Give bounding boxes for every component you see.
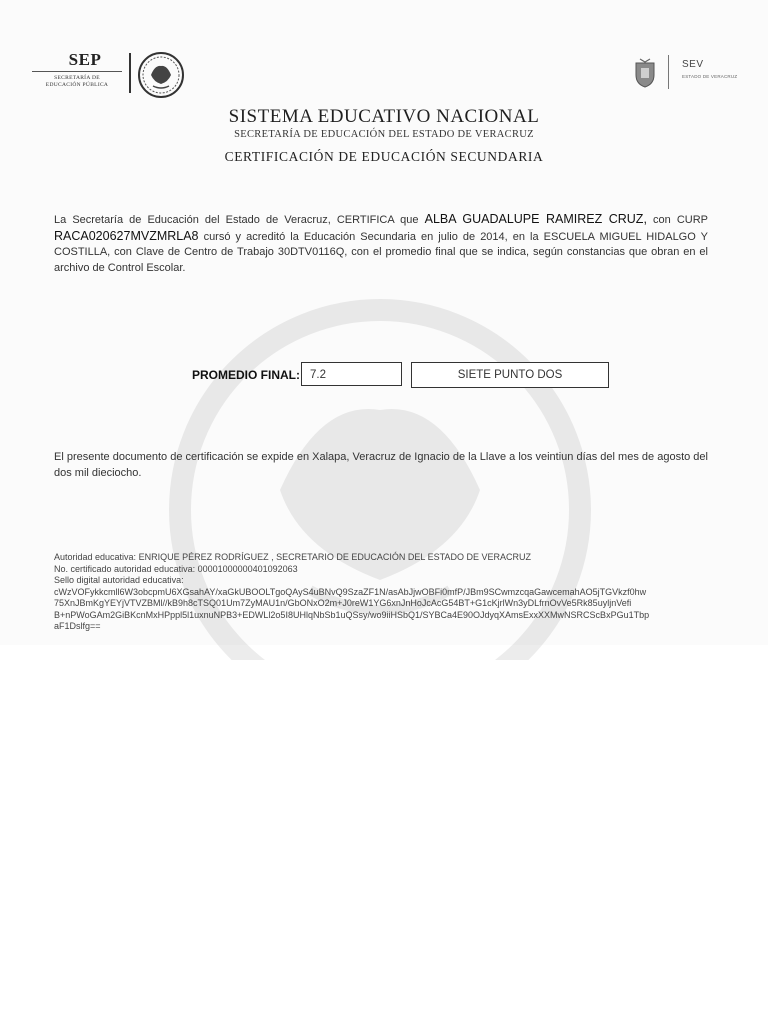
digital-seal-value: cWzVOFykkcmll6W3obcpmU6XGsahAY/xaGkUBOOLTgoQAyS4uBNvQ9SzaZF1N/asAbJjwOBFi0mfP/JBm9SCwmzcqaGawcemahAO5jTGVkzf0hw 75XnJBmKgYEYjVTVZBMl//kB9h8cTSQ01Um7ZyMAU1n/GbONxO2m+J0reW1YG6xnJnHoJcAcG54BT+G1cKjrlWn3yDLfrnOvVe5Rk85uyljnVefi B+nPWoGAm2GiBKcnMxHPppl5l1uxnuNPB3+EDWLl2o5I8UHlqNbSb1uQSsy/wo9iiHSbQ1/SYBCa4E90OJdyqXAmsExxXXMwNSRCScBxPGu1Tbp aF1Dslfg== [54,586,650,631]
statement-text-3: cursó y acreditó la Educación Secundaria en julio de 2014, en la ESCUELA MIGUEL HIDALGO Y COSTILLA, con Clave de Centro de Trabajo 30DTV0116Q, con el promedio final que se indica, según constancias que obran en el archivo de Control Escolar. [54,230,708,274]
final-grade-label: PROMEDIO FINAL: [192,368,300,382]
student-name: ALBA GUADALUPE RAMIREZ CRUZ, [424,212,647,226]
sep-logo-divider [129,53,131,93]
student-curp: RACA020627MVZMRLA8 [54,228,199,243]
digital-seal-label: Sello digital autoridad educativa: [54,575,184,585]
sev-logo [628,55,738,91]
final-grade-value: 7.2 [301,362,402,386]
certification-title: CERTIFICACIÓN DE EDUCACIÓN SECUNDARIA [224,149,544,164]
sep-logo-sub-line2: EDUCACIÓN PÚBLICA [45,82,109,88]
final-grade-words: SIETE PUNTO DOS [411,362,609,388]
sep-logo [26,50,176,100]
authority-certificate-number: No. certificado autoridad educativa: 00001000000401092063 [54,563,298,574]
authority-block [54,552,714,633]
sep-logo-rule [32,71,122,72]
authority-line [54,552,714,564]
national-seal-icon [137,51,185,99]
sev-logo-word: SEV [682,59,704,70]
sev-logo-divider [668,55,669,89]
sep-logo-sub-line1: SECRETARÍA DE [54,75,100,81]
certificate-statement [54,212,708,276]
statement-text-2: con CURP [646,214,708,226]
expedition-statement: El presente documento de certificación se expide en Xalapa, Veracruz de Ignacio de la Llave a los veintiun días del mes de agosto del dos mil dieciocho. [54,451,708,479]
sev-logo-sub: ESTADO DE VERACRUZ [682,74,738,79]
authority-name: ENRIQUE PÉREZ RODRÍGUEZ , SECRETARIO DE EDUCACIÓN DEL ESTADO DE VERACRUZ [138,552,531,562]
document-title: SISTEMA EDUCATIVO NACIONAL [228,106,540,127]
issuing-authority-title: SECRETARÍA DE EDUCACIÓN DEL ESTADO DE VERACRUZ [234,129,534,140]
authority-label: Autoridad educativa: [54,552,139,562]
statement-text-1: La Secretaría de Educación del Estado de Veracruz, CERTIFICA que [54,214,425,226]
sep-logo-word: SEP [68,50,102,69]
veracruz-shield-icon [630,57,660,89]
